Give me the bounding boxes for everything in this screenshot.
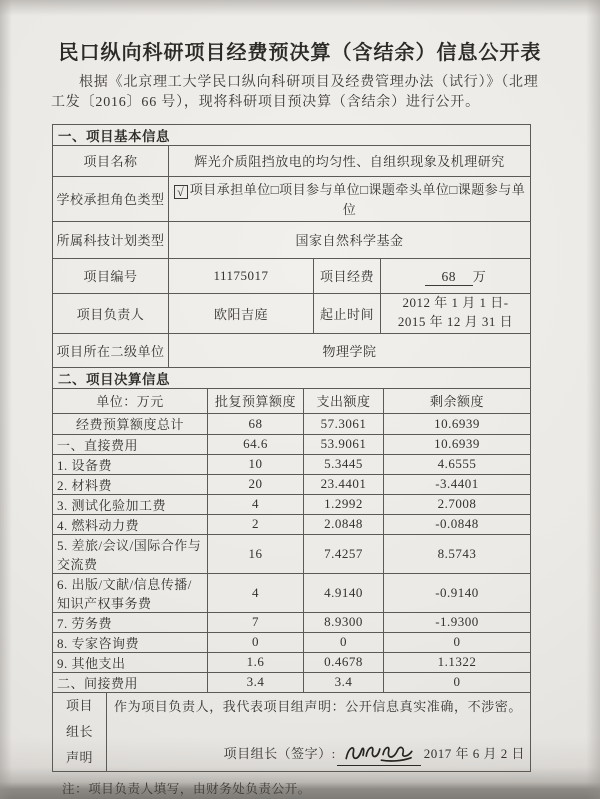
project-name-label: 项目名称 (53, 145, 169, 176)
spent-cell: 53.9061 (304, 434, 384, 454)
spent-cell: 0.4678 (304, 652, 384, 672)
budget-cell: 68 (208, 413, 304, 434)
program-type-label: 所属科技计划类型 (53, 221, 169, 258)
finance-row-label: 1. 设备费 (53, 454, 208, 474)
finance-row-label: 9. 其他支出 (53, 652, 208, 672)
duration-label: 起止时间 (314, 293, 381, 333)
spent-cell: 57.3061 (304, 413, 384, 434)
declaration-label: 项目组长声明 (53, 692, 107, 771)
spent-cell: 0 (304, 632, 384, 652)
finance-row-label: 8. 专家咨询费 (53, 632, 208, 652)
budget-cell: 0 (208, 632, 304, 652)
budget-cell: 4 (208, 573, 304, 612)
budget-cell: 16 (208, 534, 304, 573)
intro-paragraph: 根据《北京理工大学民口纵向科研项目及经费管理办法（试行）》（北理工发〔2016〕66 号），现将科研项目预决算（含结余）进行公开。 (51, 75, 539, 111)
finance-row-other (53, 652, 531, 672)
role-type-row (53, 176, 531, 221)
checked-checkbox-icon: √ (174, 185, 188, 199)
project-number-label: 项目编号 (53, 258, 169, 293)
unit-label: 项目所在二级单位 (53, 333, 169, 367)
spent-cell: 3.4 (304, 672, 384, 692)
budget-cell: 1.6 (208, 652, 304, 672)
finance-row-testing (53, 494, 531, 514)
finance-row-materials (53, 474, 531, 494)
project-name-row (53, 145, 531, 176)
section-2-title: 二、项目决算信息 (53, 367, 531, 388)
remain-cell: 0 (384, 672, 531, 692)
footnote: 注：项目负责人填写，由财务处负责公开。 (62, 781, 311, 796)
finance-row-label: 2. 材料费 (53, 474, 208, 494)
unit-value: 物理学院 (169, 333, 531, 367)
finance-row-labor (53, 612, 531, 632)
leader-value: 欧阳吉庭 (169, 293, 314, 333)
project-name-value: 辉光介质阻挡放电的均匀性、自组织现象及机理研究 (169, 145, 531, 176)
signature-line (224, 741, 525, 766)
finance-row-total (53, 413, 531, 434)
budget-cell: 64.6 (208, 434, 304, 454)
remain-cell: 4.6555 (384, 454, 531, 474)
project-number-value: 11175017 (169, 258, 314, 293)
finance-row-publication (53, 573, 531, 612)
spent-cell: 23.4401 (304, 474, 384, 494)
budget-cell: 2 (208, 514, 304, 534)
fund-amount: 68 (425, 269, 473, 286)
finance-row-label: 7. 劳务费 (53, 612, 208, 632)
remain-cell: -1.9300 (384, 612, 531, 632)
role-type-value (169, 176, 531, 221)
role-type-label: 学校承担角色类型 (53, 176, 169, 221)
spent-cell: 1.2992 (304, 494, 384, 514)
budget-cell: 4 (208, 494, 304, 514)
duration-end: 2015 年 12 月 31 日 (397, 314, 514, 330)
finance-row-travel (53, 534, 531, 573)
finance-col-remain: 剩余额度 (384, 388, 531, 413)
program-type-row (53, 221, 531, 258)
finance-row-fuel (53, 514, 531, 534)
role-other-options: □项目参与单位□课题牵头单位□课题参与单位 (270, 182, 526, 218)
declaration-table (52, 692, 531, 772)
remain-cell: -0.0848 (384, 514, 531, 534)
leader-label: 项目负责人 (53, 293, 169, 333)
remain-cell: 1.1322 (384, 652, 531, 672)
sign-date: 2017 年 6 月 2 日 (423, 745, 525, 761)
spent-cell: 7.4257 (304, 534, 384, 573)
fund-unit: 万 (472, 268, 487, 284)
budget-cell: 7 (208, 612, 304, 632)
page-title: 民口纵向科研项目经费预决算（含结余）信息公开表 (58, 42, 542, 64)
remain-cell: -0.9140 (384, 573, 531, 612)
handwritten-signature (341, 741, 417, 765)
unit-row (53, 333, 531, 367)
section-2-header-row (53, 367, 531, 388)
spent-cell: 8.9300 (304, 612, 384, 632)
section-1-header-row (53, 124, 531, 145)
finance-row-label: 5. 差旅/会议/国际合作与交流费 (53, 534, 208, 573)
finance-row-label: 一、直接费用 (53, 434, 208, 454)
budget-cell: 20 (208, 474, 304, 494)
basic-info-table (52, 124, 531, 368)
finance-col-spent: 支出额度 (304, 388, 384, 413)
finance-row-equipment (53, 454, 531, 474)
spent-cell: 4.9140 (304, 573, 384, 612)
program-type-value: 国家自然科学基金 (169, 221, 531, 258)
finance-row-label: 4. 燃料动力费 (53, 514, 208, 534)
remain-cell: 10.6939 (384, 434, 531, 454)
remain-cell: -3.4401 (384, 474, 531, 494)
finance-row-consulting (53, 632, 531, 652)
finance-table (52, 367, 531, 693)
finance-row-direct (53, 434, 531, 454)
finance-row-label: 6. 出版/文献/信息传播/知识产权事务费 (53, 573, 208, 612)
signature-underline (337, 741, 421, 766)
finance-col-unit: 单位：万元 (53, 388, 208, 413)
duration-value (381, 293, 531, 333)
declaration-body (107, 692, 531, 771)
section-1-title: 一、项目基本信息 (53, 124, 531, 145)
finance-row-label: 3. 测试化验加工费 (53, 494, 208, 514)
spent-cell: 2.0848 (304, 514, 384, 534)
budget-cell: 3.4 (208, 672, 304, 692)
sign-label: 项目组长（签字）: (223, 745, 336, 761)
duration-start: 2012 年 1 月 1 日- (402, 295, 509, 311)
finance-header-row (53, 388, 531, 413)
budget-cell: 10 (208, 454, 304, 474)
leader-row (53, 293, 531, 333)
finance-col-budget: 批复预算额度 (208, 388, 304, 413)
project-number-row (53, 258, 531, 293)
finance-row-indirect (53, 672, 531, 692)
remain-cell: 10.6939 (384, 413, 531, 434)
spent-cell: 5.3445 (304, 454, 384, 474)
fund-value (381, 258, 531, 293)
remain-cell: 0 (384, 632, 531, 652)
role-checked-option: 项目承担单位 (189, 182, 271, 198)
fund-label: 项目经费 (314, 258, 381, 293)
declaration-statement: 作为项目负责人，我代表项目组声明：公开信息真实准确，不涉密。 (114, 698, 523, 714)
remain-cell: 2.7008 (384, 494, 531, 514)
declaration-row (53, 692, 531, 771)
finance-row-label: 二、间接费用 (53, 672, 208, 692)
finance-row-label: 经费预算额度总计 (53, 413, 208, 434)
remain-cell: 8.5743 (384, 534, 531, 573)
